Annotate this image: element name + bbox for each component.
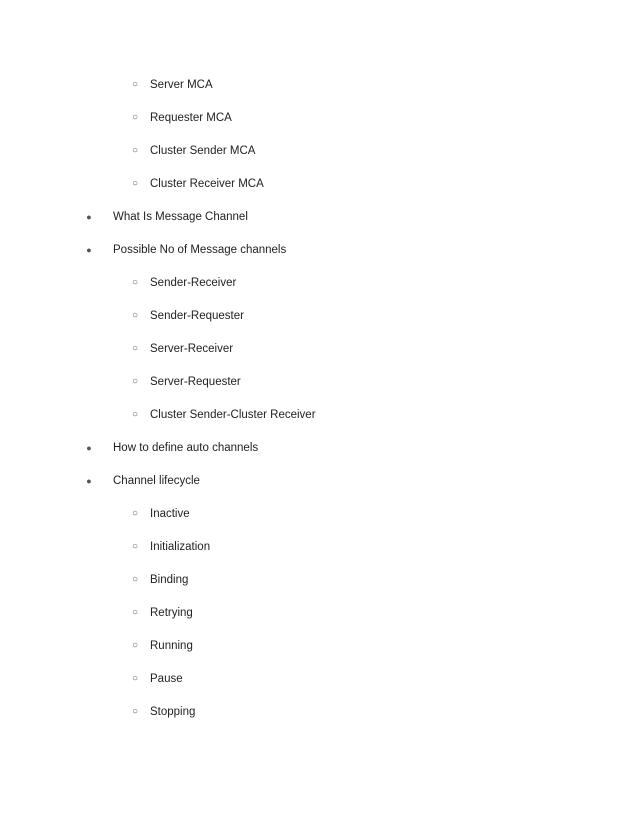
- list-item: [0, 636, 638, 669]
- list-item: [0, 141, 638, 174]
- hollow-circle-bullet-icon: ○: [131, 607, 139, 618]
- list-item: [0, 405, 638, 438]
- list-item-text: How to define auto channels: [113, 442, 259, 454]
- hollow-circle-bullet-icon: ○: [131, 640, 139, 651]
- list-item: [0, 306, 638, 339]
- list-item: [0, 273, 638, 306]
- list-item-text: Server-Requester: [150, 376, 241, 388]
- hollow-circle-bullet-icon: ○: [131, 79, 139, 90]
- list-item-text: Server-Receiver: [150, 343, 234, 355]
- filled-circle-bullet-icon: ●: [86, 245, 92, 255]
- list-item-text: Cluster Sender-Cluster Receiver: [150, 409, 316, 421]
- hollow-circle-bullet-icon: ○: [131, 541, 139, 552]
- list-item-text: Channel lifecycle: [113, 475, 200, 487]
- list-item-text: Retrying: [150, 607, 193, 619]
- hollow-circle-bullet-icon: ○: [131, 673, 139, 684]
- list-item: [0, 174, 638, 207]
- hollow-circle-bullet-icon: ○: [131, 310, 139, 321]
- hollow-circle-bullet-icon: ○: [131, 112, 139, 123]
- hollow-circle-bullet-icon: ○: [131, 508, 139, 519]
- list-item: [0, 240, 638, 273]
- list-item-text: Requester MCA: [150, 112, 232, 124]
- list-item-text: Stopping: [150, 706, 196, 718]
- list-item: [0, 438, 638, 471]
- hollow-circle-bullet-icon: ○: [131, 376, 139, 387]
- hollow-circle-bullet-icon: ○: [131, 343, 139, 354]
- hollow-circle-bullet-icon: ○: [131, 409, 139, 420]
- filled-circle-bullet-icon: ●: [86, 212, 92, 222]
- list-item-text: What Is Message Channel: [113, 211, 248, 223]
- outline-list: [0, 75, 638, 735]
- list-item: [0, 537, 638, 570]
- list-item: [0, 372, 638, 405]
- list-item-text: Cluster Sender MCA: [150, 145, 256, 157]
- list-item: [0, 75, 638, 108]
- hollow-circle-bullet-icon: ○: [131, 574, 139, 585]
- list-item-text: Sender-Requester: [150, 310, 244, 322]
- list-item: [0, 702, 638, 735]
- list-item-text: Inactive: [150, 508, 190, 520]
- list-item: [0, 108, 638, 141]
- list-item: [0, 504, 638, 537]
- list-item: [0, 669, 638, 702]
- list-item-text: Pause: [150, 673, 183, 685]
- list-item-text: Initialization: [150, 541, 211, 553]
- list-item: [0, 207, 638, 240]
- filled-circle-bullet-icon: ●: [86, 443, 92, 453]
- list-item-text: Binding: [150, 574, 189, 586]
- list-item: [0, 471, 638, 504]
- filled-circle-bullet-icon: ●: [86, 476, 92, 486]
- list-item-text: Server MCA: [150, 79, 213, 91]
- list-item: [0, 570, 638, 603]
- list-item-text: Running: [150, 640, 193, 652]
- list-item-text: Cluster Receiver MCA: [150, 178, 264, 190]
- list-item: [0, 339, 638, 372]
- hollow-circle-bullet-icon: ○: [131, 178, 139, 189]
- list-item-text: Sender-Receiver: [150, 277, 237, 289]
- hollow-circle-bullet-icon: ○: [131, 706, 139, 717]
- list-item: [0, 603, 638, 636]
- hollow-circle-bullet-icon: ○: [131, 145, 139, 156]
- hollow-circle-bullet-icon: ○: [131, 277, 139, 288]
- list-item-text: Possible No of Message channels: [113, 244, 287, 256]
